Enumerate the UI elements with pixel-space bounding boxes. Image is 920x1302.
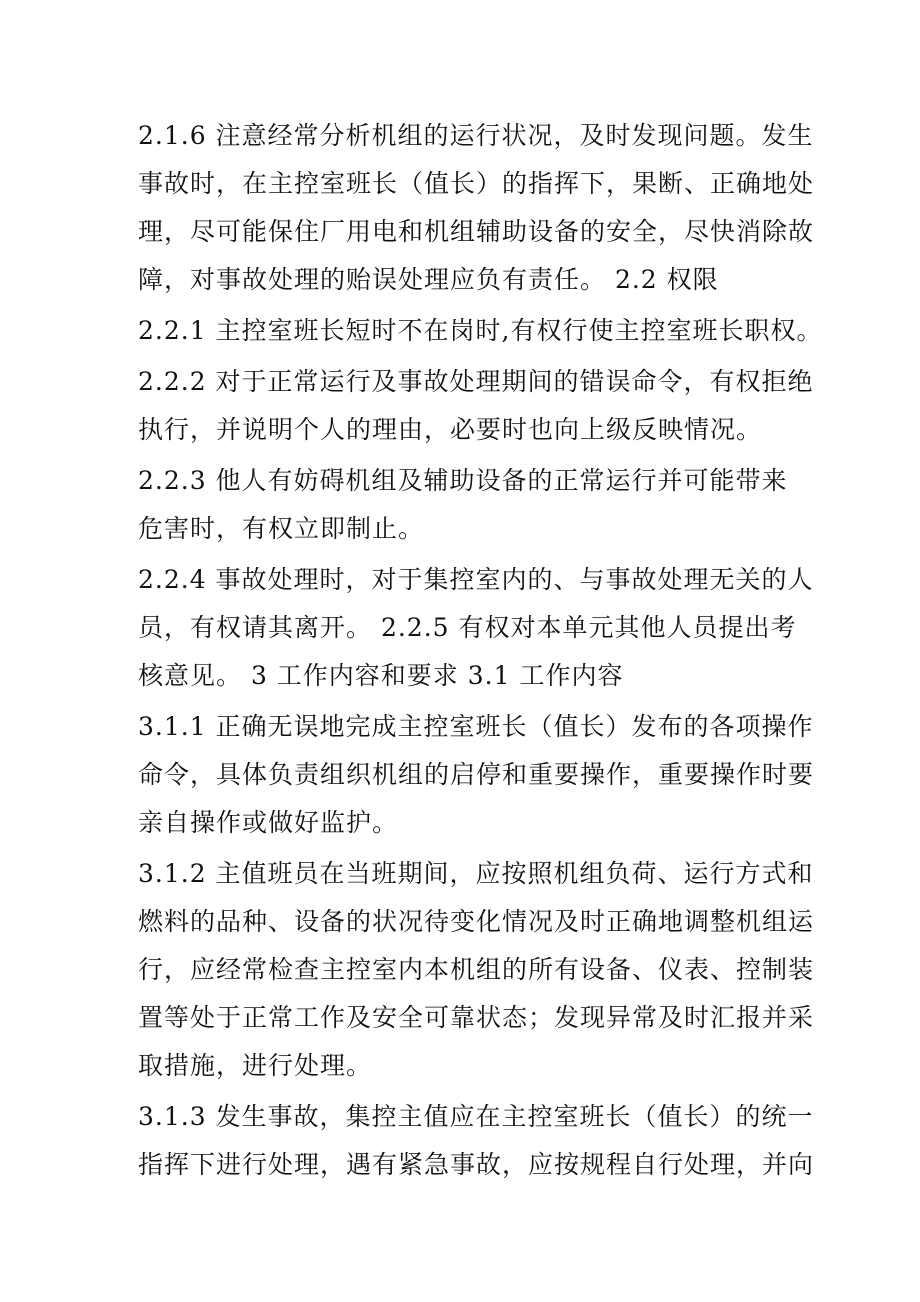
text-line-17: 燃料的品种、设备的状况待变化情况及时正确地调整机组运 (138, 907, 815, 936)
text-line-4: 障，对事故处理的贻误处理应负有责任。 2.2 权限 (138, 265, 719, 294)
text-line-12: 核意见。 3 工作内容和要求 3.1 工作内容 (138, 661, 624, 690)
text-line-2: 事故时，在主控室班长（值长）的指挥下，果断、正确地处 (138, 169, 815, 198)
text-line-22: 指挥下进行处理，遇有紧急事故，应按规程自行处理，并向 (138, 1150, 815, 1179)
text-line-13: 3.1.1 正确无误地完成主控室班长（值长）发布的各项操作 (138, 712, 814, 741)
text-line-18: 行，应经常检查主控室内本机组的所有设备、仪表、控制装 (138, 955, 815, 984)
text-line-21: 3.1.3 发生事故，集控主值应在主控室班长（值长）的统一 (138, 1102, 814, 1131)
text-line-9: 危害时，有权立即制止。 (138, 514, 425, 543)
text-line-14: 命令，具体负责组织机组的启停和重要操作，重要操作时要 (138, 760, 815, 789)
text-line-20: 取措施，进行处理。 (138, 1051, 373, 1080)
text-line-16: 3.1.2 主值班员在当班期间，应按照机组负荷、运行方式和 (138, 859, 814, 888)
text-line-1: 2.1.6 注意经常分析机组的运行状况，及时发现问题。发生 (138, 121, 814, 150)
text-line-15: 亲自操作或做好监护。 (138, 808, 399, 837)
text-line-19: 置等处于正常工作及安全可靠状态；发现异常及时汇报并采 (138, 1003, 815, 1032)
text-line-7: 执行，并说明个人的理由，必要时也向上级反映情况。 (138, 415, 763, 444)
text-line-6: 2.2.2 对于正常运行及事故处理期间的错误命令，有权拒绝 (138, 367, 814, 396)
text-line-5: 2.2.1 主控室班长短时不在岗时,有权行使主控室班长职权。 (138, 316, 823, 345)
text-line-8: 2.2.3 他人有妨碍机组及辅助设备的正常运行并可能带来 (138, 466, 788, 495)
text-line-3: 理，尽可能保住厂用电和机组辅助设备的安全，尽快消除故 (138, 217, 815, 246)
text-line-10: 2.2.4 事故处理时，对于集控室内的、与事故处理无关的人 (138, 565, 814, 594)
text-line-11: 员，有权请其离开。 2.2.5 有权对本单元其他人员提出考 (138, 613, 797, 642)
document-body (138, 112, 823, 1189)
